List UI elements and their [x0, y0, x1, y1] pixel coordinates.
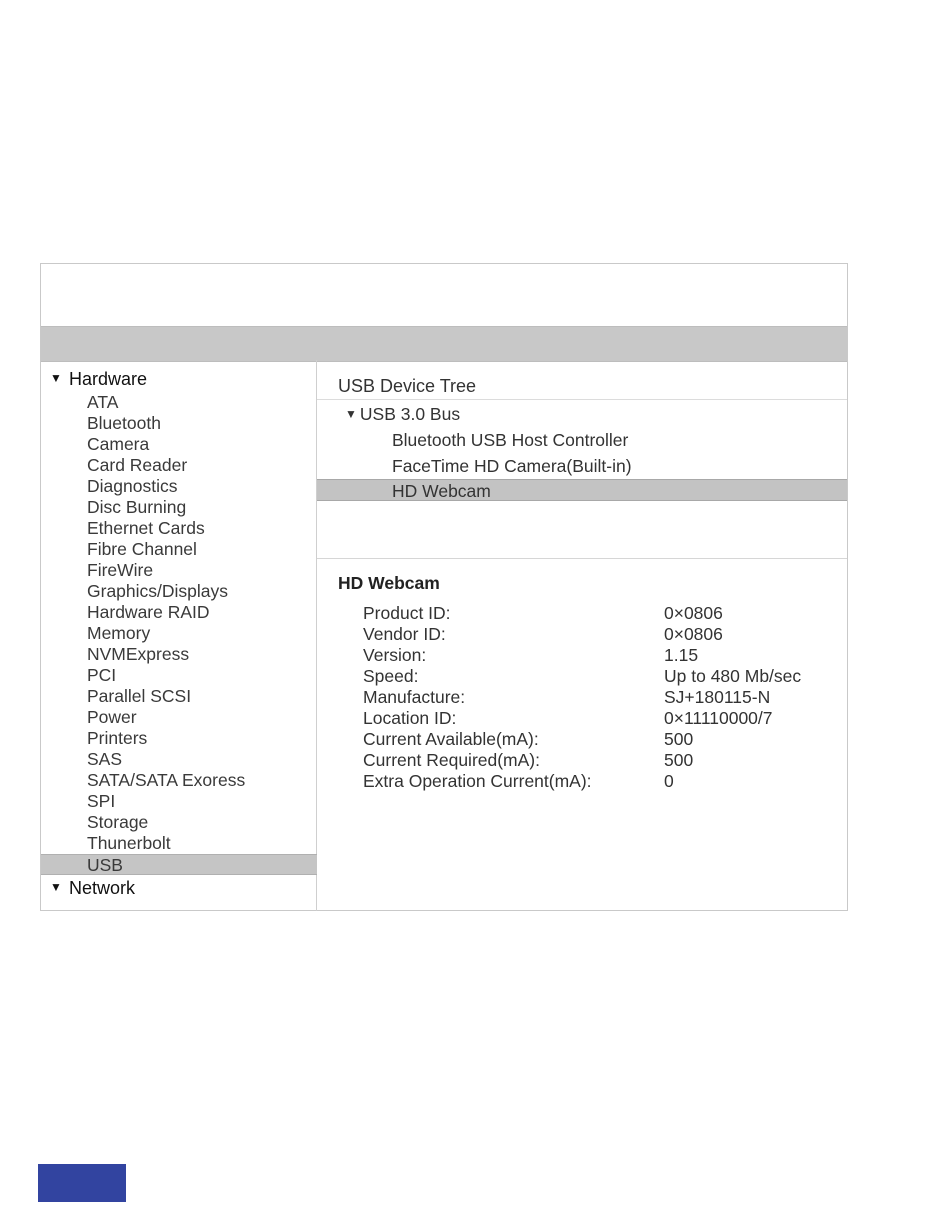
detail-key: Speed:: [363, 666, 419, 686]
sidebar-item-graphics-displays[interactable]: Graphics/Displays: [87, 581, 229, 601]
detail-value: 0×0806: [664, 624, 723, 644]
sidebar: [41, 360, 317, 911]
detail-title: HD Webcam: [338, 573, 440, 593]
sidebar-item-ethernet-cards[interactable]: Ethernet Cards: [87, 518, 205, 538]
usb-bus-row[interactable]: [317, 403, 847, 425]
sidebar-item-spi[interactable]: SPI: [87, 791, 116, 811]
detail-value: 0×0806: [664, 603, 723, 623]
sidebar-item-hardware-raid[interactable]: Hardware RAID: [87, 602, 210, 622]
detail-value: 500: [664, 729, 694, 749]
detail-key: Product ID:: [363, 603, 451, 623]
sidebar-item-disc-burning[interactable]: Disc Burning: [87, 497, 187, 517]
detail-value: 0×11110000/7: [664, 708, 773, 728]
sidebar-group-network[interactable]: [41, 877, 317, 899]
detail-row: [363, 645, 843, 666]
sidebar-item-thunderbolt[interactable]: Thunerbolt: [87, 833, 171, 853]
detail-value: 1.15: [664, 645, 699, 665]
sidebar-group-label: Hardware: [69, 369, 148, 389]
device-row-hd-webcam[interactable]: HD Webcam: [317, 479, 847, 501]
device-row-bluetooth-controller[interactable]: Bluetooth USB Host Controller: [392, 430, 629, 450]
sidebar-group-label: Network: [69, 878, 136, 898]
sidebar-item-diagnostics[interactable]: Diagnostics: [87, 476, 178, 496]
pane-divider: [317, 558, 847, 559]
detail-value: Up to 480 Mb/sec: [664, 666, 802, 686]
sidebar-item-nvmexpress[interactable]: NVMExpress: [87, 644, 190, 664]
detail-row: [363, 729, 843, 750]
detail-value: SJ+180115-N: [664, 687, 771, 707]
sidebar-item-card-reader[interactable]: Card Reader: [87, 455, 188, 475]
usb-bus-label: USB 3.0 Bus: [359, 404, 461, 424]
disclosure-triangle-icon[interactable]: ▼: [50, 371, 62, 386]
sidebar-item-parallel-scsi[interactable]: Parallel SCSI: [87, 686, 192, 706]
sidebar-item-power[interactable]: Power: [87, 707, 137, 727]
detail-row: [363, 624, 843, 645]
detail-row: [363, 603, 843, 624]
sidebar-item-camera[interactable]: Camera: [87, 434, 150, 454]
toolbar: [41, 326, 847, 362]
sidebar-item-fibre-channel[interactable]: Fibre Channel: [87, 539, 197, 559]
sidebar-item-ata[interactable]: ATA: [87, 392, 119, 412]
window-title-area: [41, 264, 847, 326]
detail-key: Manufacture:: [363, 687, 466, 707]
detail-row: [363, 750, 843, 771]
system-information-window: [40, 263, 848, 911]
sidebar-item-bluetooth[interactable]: Bluetooth: [87, 413, 161, 433]
device-row-facetime-camera[interactable]: FaceTime HD Camera(Built-in): [392, 456, 632, 476]
detail-key: Extra Operation Current(mA):: [363, 771, 592, 791]
sidebar-item-sas[interactable]: SAS: [87, 749, 123, 769]
detail-key: Version:: [363, 645, 427, 665]
detail-key: Current Required(mA):: [363, 750, 540, 770]
sidebar-group-hardware[interactable]: [41, 368, 317, 390]
detail-key: Location ID:: [363, 708, 457, 728]
detail-key: Current Available(mA):: [363, 729, 539, 749]
sidebar-item-memory[interactable]: Memory: [87, 623, 151, 643]
content-pane: [317, 360, 847, 911]
detail-row: [363, 666, 843, 687]
sidebar-item-usb[interactable]: USB: [41, 854, 317, 875]
detail-row: [363, 708, 843, 729]
disclosure-triangle-icon[interactable]: ▼: [50, 880, 62, 895]
detail-value: 0: [664, 771, 674, 791]
device-tree-header: USB Device Tree: [317, 374, 847, 400]
detail-row: [363, 687, 843, 708]
sidebar-item-printers[interactable]: Printers: [87, 728, 148, 748]
detail-value: 500: [664, 750, 694, 770]
detail-row: [363, 771, 843, 792]
disclosure-triangle-icon[interactable]: ▼: [345, 407, 357, 421]
page-footer-accent-block: [38, 1164, 126, 1202]
detail-key: Vendor ID:: [363, 624, 446, 644]
sidebar-item-storage[interactable]: Storage: [87, 812, 149, 832]
sidebar-item-pci[interactable]: PCI: [87, 665, 117, 685]
sidebar-item-sata[interactable]: SATA/SATA Exoress: [87, 770, 246, 790]
sidebar-item-firewire[interactable]: FireWire: [87, 560, 154, 580]
